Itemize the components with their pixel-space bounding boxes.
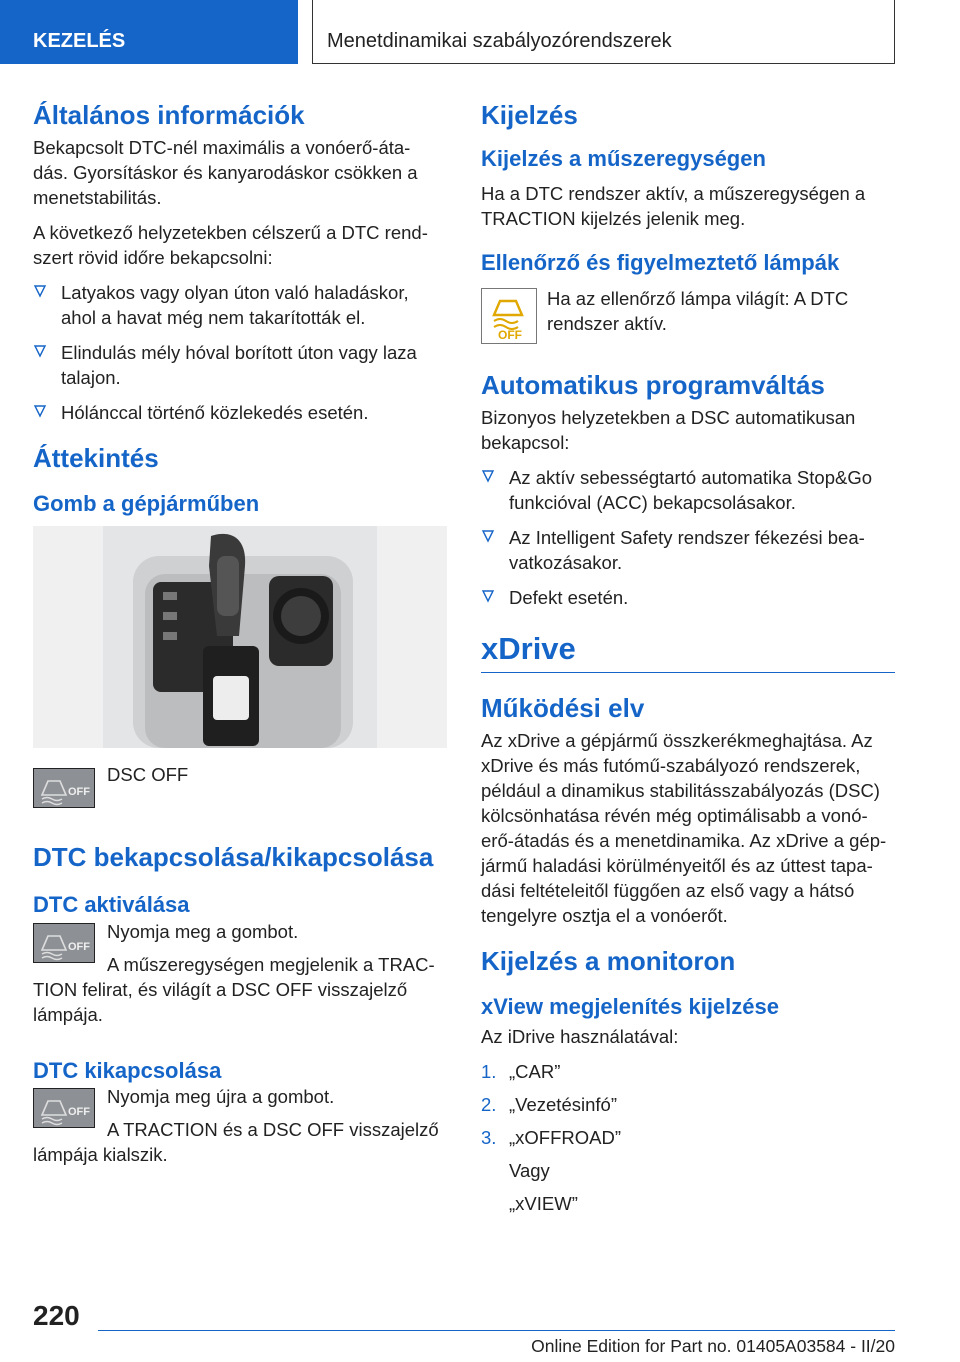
dsc-off-button-icon <box>33 923 95 963</box>
principle-heading: Működési elv <box>481 692 645 723</box>
auto-program-heading: Automatikus programváltás <box>481 370 825 401</box>
xdrive-rule <box>481 672 895 673</box>
xview-item: „xVIEW” <box>509 1193 578 1215</box>
xdrive-heading: xDrive <box>481 631 576 667</box>
page-number: 220 <box>33 1300 80 1331</box>
dtc-deactivate-instruction: Nyomja meg újra a gombot. <box>107 1086 335 1108</box>
auto-program-list <box>481 465 895 610</box>
dtc-deactivate-heading: DTC kikapcsolása <box>33 1057 222 1083</box>
list-item: 1. „CAR” <box>481 1061 561 1083</box>
center-console-illustration <box>33 526 447 748</box>
right-column <box>481 100 895 1224</box>
warning-lamps-heading: Ellenőrző és figyelmeztető lámpák <box>481 249 840 275</box>
triangle-bullet-icon <box>33 284 47 298</box>
dtc-activate-row <box>33 919 447 1027</box>
list-item: Az aktív sebességtartó automatika Stop&Go funkcióval (ACC) bekapcsolásakor. <box>481 465 895 515</box>
list-item: Elindulás mély hóval borított úton vagy laza talajon. <box>33 340 447 390</box>
dtc-activate-instruction: Nyomja meg a gombot. <box>107 920 299 942</box>
list-item: 3. „xOFFROAD” <box>481 1127 622 1149</box>
dtc-on-off-heading: DTC bekapcsolása/kikapcsolása <box>33 841 434 872</box>
svg-text:OFF: OFF <box>68 1106 90 1119</box>
cluster-display-paragraph: Ha a DTC rendszer aktív, a műszeregységen a TRACTION kijelzés jelenik meg. <box>481 182 866 229</box>
button-in-car-heading: Gomb a gépjárműben <box>33 491 260 517</box>
auto-program-paragraph: Bizonyos helyzetekben a DSC automatikusan bekapcsol: <box>481 407 856 454</box>
triangle-bullet-icon <box>481 529 495 543</box>
xview-paragraph: Az iDrive használatával: <box>481 1026 679 1048</box>
dtc-activate-heading: DTC aktiválása <box>33 892 190 918</box>
chapter-header <box>312 0 895 64</box>
center-console-photo <box>33 526 447 748</box>
warning-lamp-paragraph: Ha az ellenőrző lámpa világít: A DTC rendszer aktív. <box>547 288 849 335</box>
triangle-bullet-icon <box>33 344 47 358</box>
edition-text: Online Edition for Part no. 01405A03584 - II/20 <box>531 1336 895 1356</box>
general-info-heading: Általános információk <box>33 100 305 130</box>
triangle-bullet-icon <box>481 589 495 603</box>
dsc-off-label: DSC OFF <box>107 763 189 785</box>
triangle-bullet-icon <box>481 469 495 483</box>
dtc-deactivate-row <box>33 1084 447 1167</box>
dsc-off-button-icon <box>33 768 95 808</box>
dsc-off-button-icon <box>33 1088 95 1128</box>
svg-text:OFF: OFF <box>498 328 522 343</box>
left-column <box>33 100 447 1175</box>
dsc-off-row <box>33 762 447 828</box>
list-item: Az Intelligent Safety rendszer fékezési bea- vatkozásakor. <box>481 525 895 575</box>
svg-text:OFF: OFF <box>68 785 90 798</box>
chapter-label: Menetdinamikai szabályozórendszerek <box>327 30 672 52</box>
traction-warning-lamp-icon <box>481 288 537 344</box>
general-info-paragraph-1: Bekapcsolt DTC-nél maximális a vonóerő-áta- dás. Gyorsításkor és kanyarodáskor csökken a menetstabilitás. <box>33 137 418 209</box>
triangle-bullet-icon <box>33 404 47 418</box>
dtc-usage-list <box>33 280 447 425</box>
principle-paragraph: Az xDrive a gépjármű összkerékmeghajtása. Az xDrive és más futómű-szabályozó rendszerek, például a dinamikus stabilitásszabályozás (DSC) kölcsönhatása révén még optimálisabb a vonó- erő-átadás és a menetdinamika. Az xDrive a gép- jármű haladási körülményeitől és az úttest tapa- dási feltételeitől függően az első vagy a hátsó tengelyre osztja el a vonóerőt. <box>481 729 887 926</box>
xview-heading: xView megjelenítés kijelzése <box>481 993 779 1019</box>
list-item: Latyakos vagy olyan úton való haladáskor, ahol a havat még nem takarították el. <box>33 280 447 330</box>
section-label: KEZELÉS <box>33 30 126 52</box>
general-info-paragraph-2: A következő helyzetekben célszerű a DTC rend- szert rövid időre bekapcsolni: <box>33 222 428 269</box>
section-tab <box>0 0 298 64</box>
or-text: Vagy <box>509 1160 550 1182</box>
dtc-activate-result: A műszeregységen megjelenik a TRAC- TION felirat, és világít a DSC OFF visszajelző lámpája. <box>33 953 435 1025</box>
cluster-display-heading: Kijelzés a műszeregységen <box>481 146 766 172</box>
monitor-display-heading: Kijelzés a monitoron <box>481 945 736 976</box>
display-heading: Kijelzés <box>481 100 578 130</box>
footer-rule <box>98 1330 895 1331</box>
xview-steps <box>481 1059 895 1150</box>
traction-lamp-row <box>481 286 895 356</box>
list-item: Defekt esetén. <box>481 585 895 610</box>
svg-text:OFF: OFF <box>68 940 90 953</box>
overview-heading: Áttekintés <box>33 443 159 474</box>
list-item: Hólánccal történő közlekedés esetén. <box>33 400 447 425</box>
dtc-deactivate-result: A TRACTION és a DSC OFF visszajelző lámpája kialszik. <box>33 1119 439 1166</box>
list-item: 2. „Vezetésinfó” <box>481 1094 617 1116</box>
